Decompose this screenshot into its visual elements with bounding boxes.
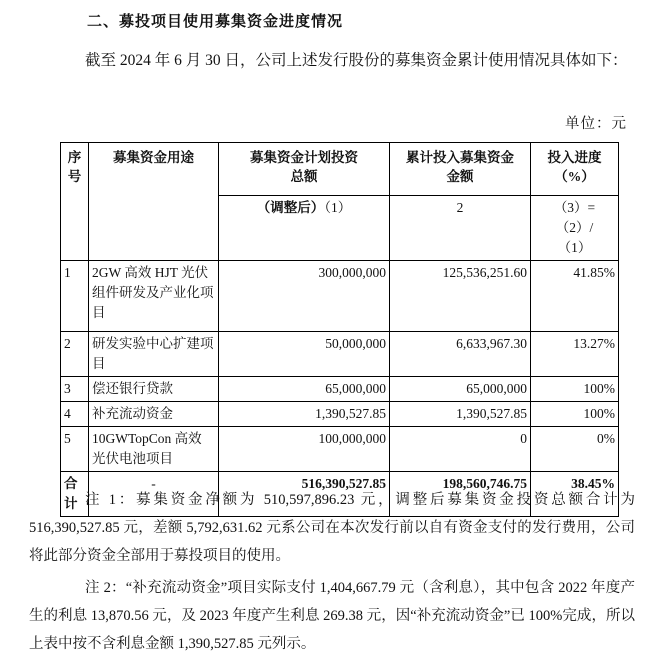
table-row (61, 261, 619, 332)
col-header-purpose-label: 募集资金用途 (113, 150, 194, 165)
intro-paragraph: 截至 2024 年 6 月 30 日，公司上述发行股份的募集资金累计使用情况具体如下： (85, 52, 628, 69)
table-row (61, 427, 619, 472)
row-purpose: 补充流动资金 (89, 402, 219, 427)
row-planned: 65,000,000 (219, 377, 390, 402)
row-seq: 1 (61, 261, 89, 332)
row-purpose: 研发实验中心扩建项目 (89, 332, 219, 377)
row-invested: 1,390,527.85 (390, 402, 531, 427)
row-seq: 2 (61, 332, 89, 377)
row-planned: 100,000,000 (219, 427, 390, 472)
subheader-planned (219, 196, 390, 261)
row-progress: 100% (531, 377, 619, 402)
row-progress: 13.27% (531, 332, 619, 377)
table-row (61, 332, 619, 377)
col-header-progress-label: 投入进度（%） (547, 150, 602, 184)
subheader-progress-line2: （2）/ (555, 220, 594, 235)
unit-label: 单位：元 (565, 116, 627, 132)
row-invested: 0 (390, 427, 531, 472)
subheader-progress-line1: （3）= (553, 200, 596, 215)
col-header-planned-label: 募集资金计划投资总额 (250, 150, 358, 184)
table-header-row-1 (61, 143, 619, 196)
table-row (61, 377, 619, 402)
row-purpose: 10GWTopCon 高效光伏电池项目 (89, 427, 219, 472)
row-seq: 4 (61, 402, 89, 427)
notes-section (29, 486, 635, 658)
total-purpose: - (89, 472, 219, 517)
total-progress: 38.45% (531, 472, 619, 517)
total-label: 合计 (61, 472, 89, 517)
col-header-seq (61, 143, 89, 261)
row-progress: 41.85% (531, 261, 619, 332)
row-planned: 1,390,527.85 (219, 402, 390, 427)
row-seq: 3 (61, 377, 89, 402)
col-header-purpose (89, 143, 219, 261)
row-progress: 0% (531, 427, 619, 472)
total-invested: 198,560,746.75 (390, 472, 531, 517)
row-invested: 125,536,251.60 (390, 261, 531, 332)
subheader-progress (531, 196, 619, 261)
col-header-invested (390, 143, 531, 196)
row-purpose: 偿还银行贷款 (89, 377, 219, 402)
funds-usage-table (60, 142, 619, 517)
table-row (61, 402, 619, 427)
section-title: 二、募投项目使用募集资金进度情况 (87, 14, 344, 30)
row-invested: 65,000,000 (390, 377, 531, 402)
subheader-progress-line3: （1） (557, 240, 592, 255)
col-header-invested-label: 累计投入募集资金金额 (406, 150, 514, 184)
row-purpose: 2GW 高效 HJT 光伏组件研发及产业化项目 (89, 261, 219, 332)
subheader-planned-adjusted: （调整后） (256, 200, 325, 215)
col-header-progress (531, 143, 619, 196)
col-header-seq-label: 序号 (67, 150, 82, 184)
note-2: 注 2：“补充流动资金”项目实际支付 1,404,667.79 元（含利息），其中包含 2022 年度产生的利息 13,870.56 元，及 2023 年度产生利息 269.38 元，因“补充流动资金”已 100%完成，所以上表中按不含利息金额 1,390,527.85 元列示。 (29, 580, 635, 652)
note-1: 注 1：募集资金净额为 510,597,896.23 元，调整后募集资金投资总额合计为 516,390,527.85 元，差额 5,792,631.62 元系公司在本次发行前以自有资金支付的发行费用，公司将此部分资金全部用于募投项目的使用。 (29, 492, 635, 564)
subheader-invested: 2 (390, 196, 531, 261)
total-planned: 516,390,527.85 (219, 472, 390, 517)
row-planned: 50,000,000 (219, 332, 390, 377)
subheader-planned-index: （1） (324, 200, 352, 215)
row-invested: 6,633,967.30 (390, 332, 531, 377)
row-seq: 5 (61, 427, 89, 472)
col-header-planned (219, 143, 390, 196)
row-planned: 300,000,000 (219, 261, 390, 332)
row-progress: 100% (531, 402, 619, 427)
